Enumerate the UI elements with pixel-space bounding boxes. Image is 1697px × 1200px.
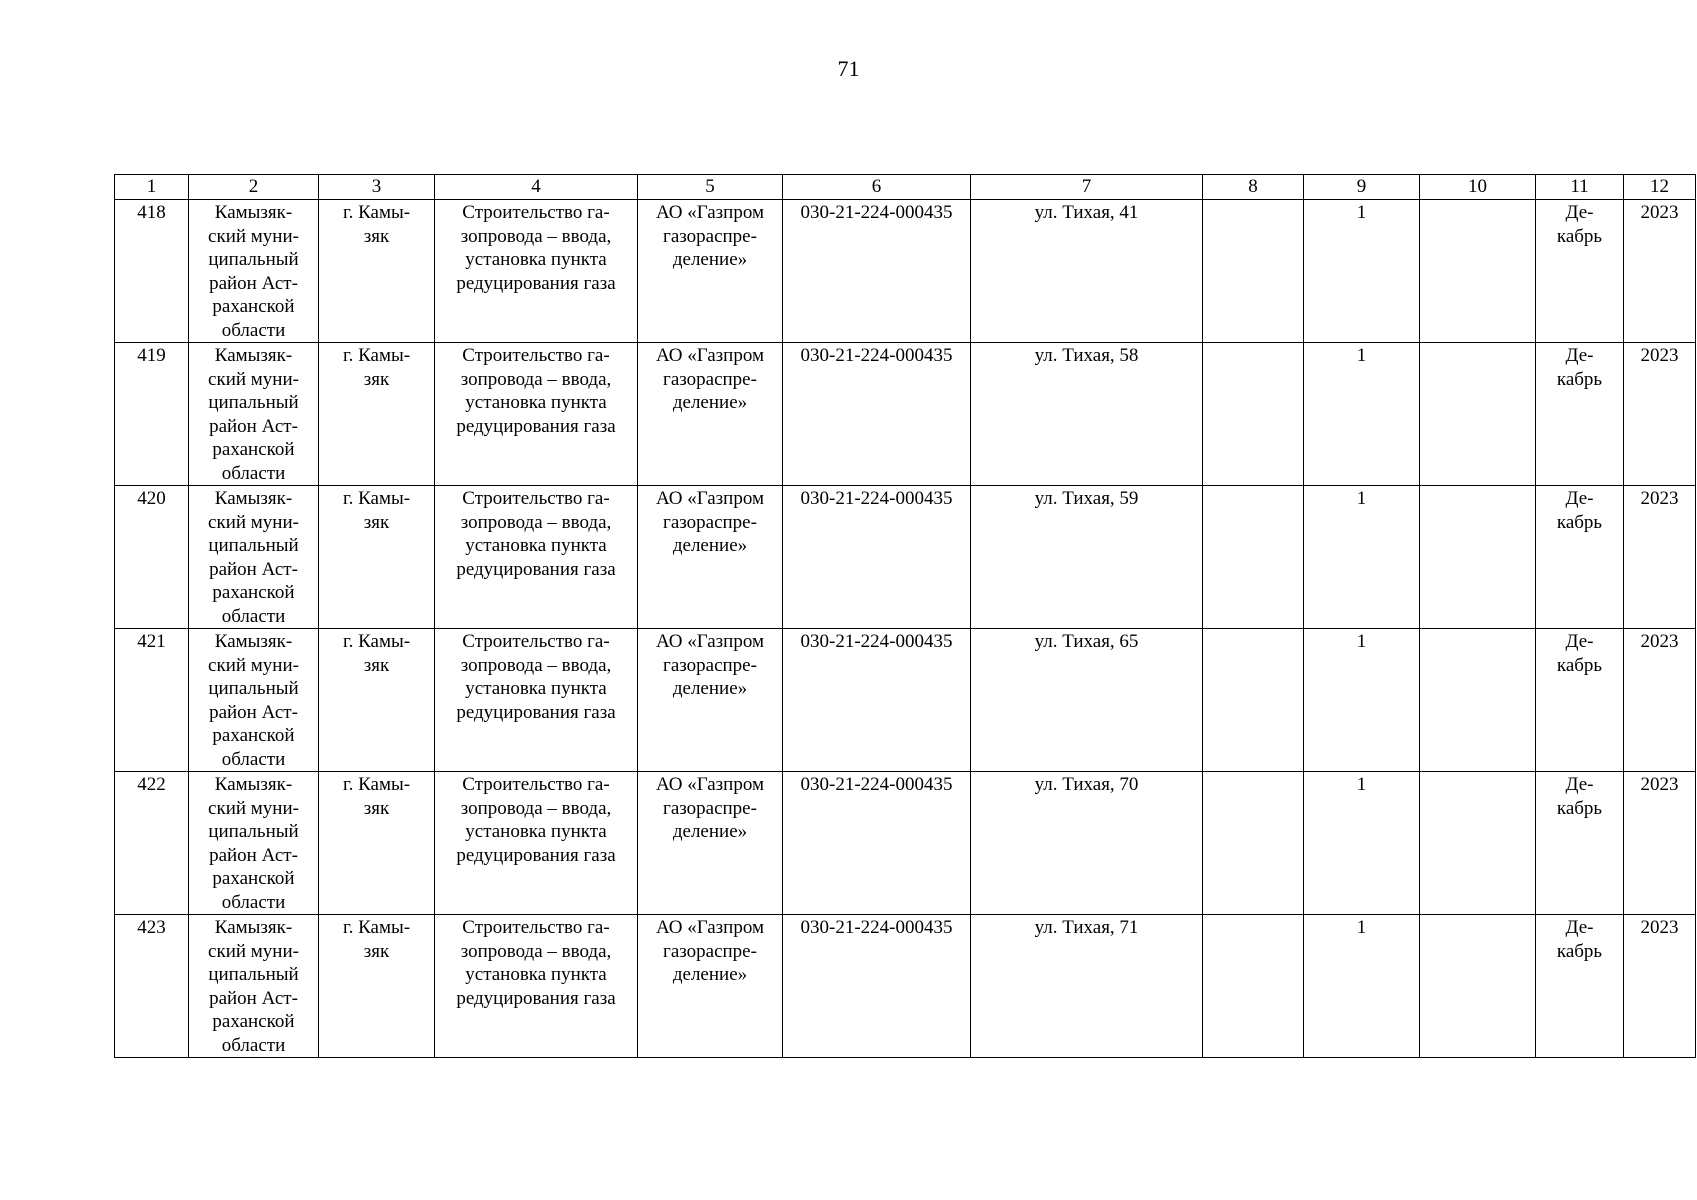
cell-text: 2023	[1640, 488, 1679, 509]
column-header: 9	[1304, 175, 1420, 200]
table-cell	[115, 343, 189, 486]
cell-text: 2023	[1640, 631, 1679, 652]
table-cell	[1624, 343, 1696, 486]
table-cell	[115, 629, 189, 772]
column-header: 12	[1624, 175, 1696, 200]
column-header: 5	[638, 175, 783, 200]
table-cell	[1203, 486, 1304, 629]
cell-text: 2023	[1640, 345, 1679, 366]
cell-text: 030-21-224-000435	[800, 631, 953, 652]
cell-text: 419	[137, 345, 166, 366]
table-cell	[1624, 486, 1696, 629]
table-row	[115, 629, 1696, 772]
cell-text: ул. Тихая, 41	[1034, 202, 1139, 223]
cell-text: 030-21-224-000435	[800, 345, 953, 366]
cell-text: 2023	[1640, 774, 1679, 795]
table-cell	[971, 915, 1203, 1058]
cell-text: г. Камы- зяк	[342, 631, 411, 676]
cell-text: ул. Тихая, 65	[1034, 631, 1139, 652]
table-cell	[1536, 772, 1624, 915]
table-cell	[1420, 629, 1536, 772]
cell-text: Строительство га- зопровода – ввода, установка пункта редуцирования газа	[456, 917, 616, 1009]
table-cell	[971, 343, 1203, 486]
cell-text: 420	[137, 488, 166, 509]
table-cell	[783, 629, 971, 772]
column-header: 2	[189, 175, 319, 200]
cell-text: 422	[137, 774, 166, 795]
cell-text: Камызяк- ский муни- ципальный район Аст- раханской области	[208, 774, 299, 913]
table-cell	[115, 486, 189, 629]
cell-text: Камызяк- ский муни- ципальный район Аст- раханской области	[208, 917, 299, 1056]
table-cell	[638, 343, 783, 486]
column-header: 3	[319, 175, 435, 200]
table-row	[115, 200, 1696, 343]
cell-text: 2023	[1640, 202, 1679, 223]
table-cell	[1624, 200, 1696, 343]
cell-text: Строительство га- зопровода – ввода, установка пункта редуцирования газа	[456, 631, 616, 723]
cell-text: Камызяк- ский муни- ципальный район Аст- раханской области	[208, 202, 299, 341]
table-cell	[971, 629, 1203, 772]
table-cell	[638, 772, 783, 915]
table-cell	[638, 200, 783, 343]
column-header: 8	[1203, 175, 1304, 200]
table-header-row	[115, 175, 1696, 200]
cell-text: Камызяк- ский муни- ципальный район Аст- раханской области	[208, 631, 299, 770]
table-cell	[319, 200, 435, 343]
table-cell	[435, 486, 638, 629]
table-cell	[971, 200, 1203, 343]
column-header: 4	[435, 175, 638, 200]
table-cell	[1624, 915, 1696, 1058]
table-row	[115, 486, 1696, 629]
table-cell	[435, 200, 638, 343]
table-cell	[1304, 915, 1420, 1058]
table-cell	[435, 629, 638, 772]
table-cell	[638, 915, 783, 1058]
table-cell	[1536, 629, 1624, 772]
table-cell	[1536, 486, 1624, 629]
table-cell	[1304, 200, 1420, 343]
table-cell	[1203, 772, 1304, 915]
cell-text: г. Камы- зяк	[342, 774, 411, 819]
cell-text: 418	[137, 202, 166, 223]
table-cell	[189, 486, 319, 629]
table-cell	[435, 772, 638, 915]
table-cell	[783, 200, 971, 343]
table-cell	[1304, 629, 1420, 772]
cell-text: АО «Газпром газораспре- деление»	[655, 774, 765, 842]
cell-text: г. Камы- зяк	[342, 202, 411, 247]
table-cell	[1536, 915, 1624, 1058]
table-cell	[971, 772, 1203, 915]
table-cell	[1304, 343, 1420, 486]
gas-connection-table	[114, 174, 1696, 1058]
table-row	[115, 772, 1696, 915]
table-cell	[435, 915, 638, 1058]
cell-text: 1	[1356, 202, 1367, 223]
table-cell	[971, 486, 1203, 629]
cell-text: 1	[1356, 631, 1367, 652]
table-cell	[1203, 200, 1304, 343]
table-cell	[1304, 486, 1420, 629]
table-cell	[189, 772, 319, 915]
table-row	[115, 915, 1696, 1058]
cell-text: ул. Тихая, 71	[1034, 917, 1139, 938]
table-cell	[189, 629, 319, 772]
table-cell	[783, 486, 971, 629]
cell-text: Де- кабрь	[1556, 345, 1603, 390]
table-cell	[319, 915, 435, 1058]
table-row	[115, 343, 1696, 486]
table-cell	[1420, 772, 1536, 915]
cell-text: АО «Газпром газораспре- деление»	[655, 202, 765, 270]
table-cell	[115, 772, 189, 915]
cell-text: 1	[1356, 345, 1367, 366]
cell-text: г. Камы- зяк	[342, 345, 411, 390]
table-cell	[783, 772, 971, 915]
column-header: 1	[115, 175, 189, 200]
cell-text: Де- кабрь	[1556, 917, 1603, 962]
cell-text: Де- кабрь	[1556, 202, 1603, 247]
table-cell	[783, 915, 971, 1058]
cell-text: 030-21-224-000435	[800, 917, 953, 938]
table-cell	[189, 915, 319, 1058]
table-cell	[435, 343, 638, 486]
table-cell	[189, 200, 319, 343]
table-cell	[1203, 629, 1304, 772]
table-cell	[1420, 343, 1536, 486]
table-cell	[319, 486, 435, 629]
table-cell	[319, 629, 435, 772]
column-header: 6	[783, 175, 971, 200]
cell-text: АО «Газпром газораспре- деление»	[655, 345, 765, 413]
cell-text: Строительство га- зопровода – ввода, установка пункта редуцирования газа	[456, 488, 616, 580]
table-cell	[115, 200, 189, 343]
cell-text: г. Камы- зяк	[342, 917, 411, 962]
cell-text: Де- кабрь	[1556, 488, 1603, 533]
cell-text: 2023	[1640, 917, 1679, 938]
cell-text: 421	[137, 631, 166, 652]
cell-text: Строительство га- зопровода – ввода, установка пункта редуцирования газа	[456, 202, 616, 294]
cell-text: Строительство га- зопровода – ввода, установка пункта редуцирования газа	[456, 345, 616, 437]
cell-text: 1	[1356, 488, 1367, 509]
table-cell	[1304, 772, 1420, 915]
table-cell	[115, 915, 189, 1058]
page-number: 71	[837, 56, 860, 81]
table-cell	[638, 629, 783, 772]
table-cell	[1203, 915, 1304, 1058]
cell-text: Камызяк- ский муни- ципальный район Аст- раханской области	[208, 345, 299, 484]
cell-text: Де- кабрь	[1556, 631, 1603, 676]
table-cell	[319, 343, 435, 486]
cell-text: 030-21-224-000435	[800, 202, 953, 223]
cell-text: АО «Газпром газораспре- деление»	[655, 488, 765, 556]
column-header: 10	[1420, 175, 1536, 200]
table-cell	[189, 343, 319, 486]
cell-text: 423	[137, 917, 166, 938]
table-cell	[638, 486, 783, 629]
cell-text: АО «Газпром газораспре- деление»	[655, 917, 765, 985]
table-cell	[1203, 343, 1304, 486]
cell-text: Камызяк- ский муни- ципальный район Аст- раханской области	[208, 488, 299, 627]
table-cell	[319, 772, 435, 915]
column-header: 11	[1536, 175, 1624, 200]
table-cell	[1624, 629, 1696, 772]
cell-text: Строительство га- зопровода – ввода, установка пункта редуцирования газа	[456, 774, 616, 866]
table-cell	[1536, 200, 1624, 343]
column-header: 7	[971, 175, 1203, 200]
table-cell	[1536, 343, 1624, 486]
table-cell	[783, 343, 971, 486]
cell-text: 030-21-224-000435	[800, 774, 953, 795]
cell-text: ул. Тихая, 59	[1034, 488, 1139, 509]
cell-text: ул. Тихая, 70	[1034, 774, 1139, 795]
cell-text: 030-21-224-000435	[800, 488, 953, 509]
cell-text: Де- кабрь	[1556, 774, 1603, 819]
cell-text: ул. Тихая, 58	[1034, 345, 1139, 366]
table-cell	[1624, 772, 1696, 915]
cell-text: 1	[1356, 917, 1367, 938]
table-cell	[1420, 915, 1536, 1058]
table-cell	[1420, 486, 1536, 629]
table-cell	[1420, 200, 1536, 343]
cell-text: АО «Газпром газораспре- деление»	[655, 631, 765, 699]
cell-text: г. Камы- зяк	[342, 488, 411, 533]
cell-text: 1	[1356, 774, 1367, 795]
